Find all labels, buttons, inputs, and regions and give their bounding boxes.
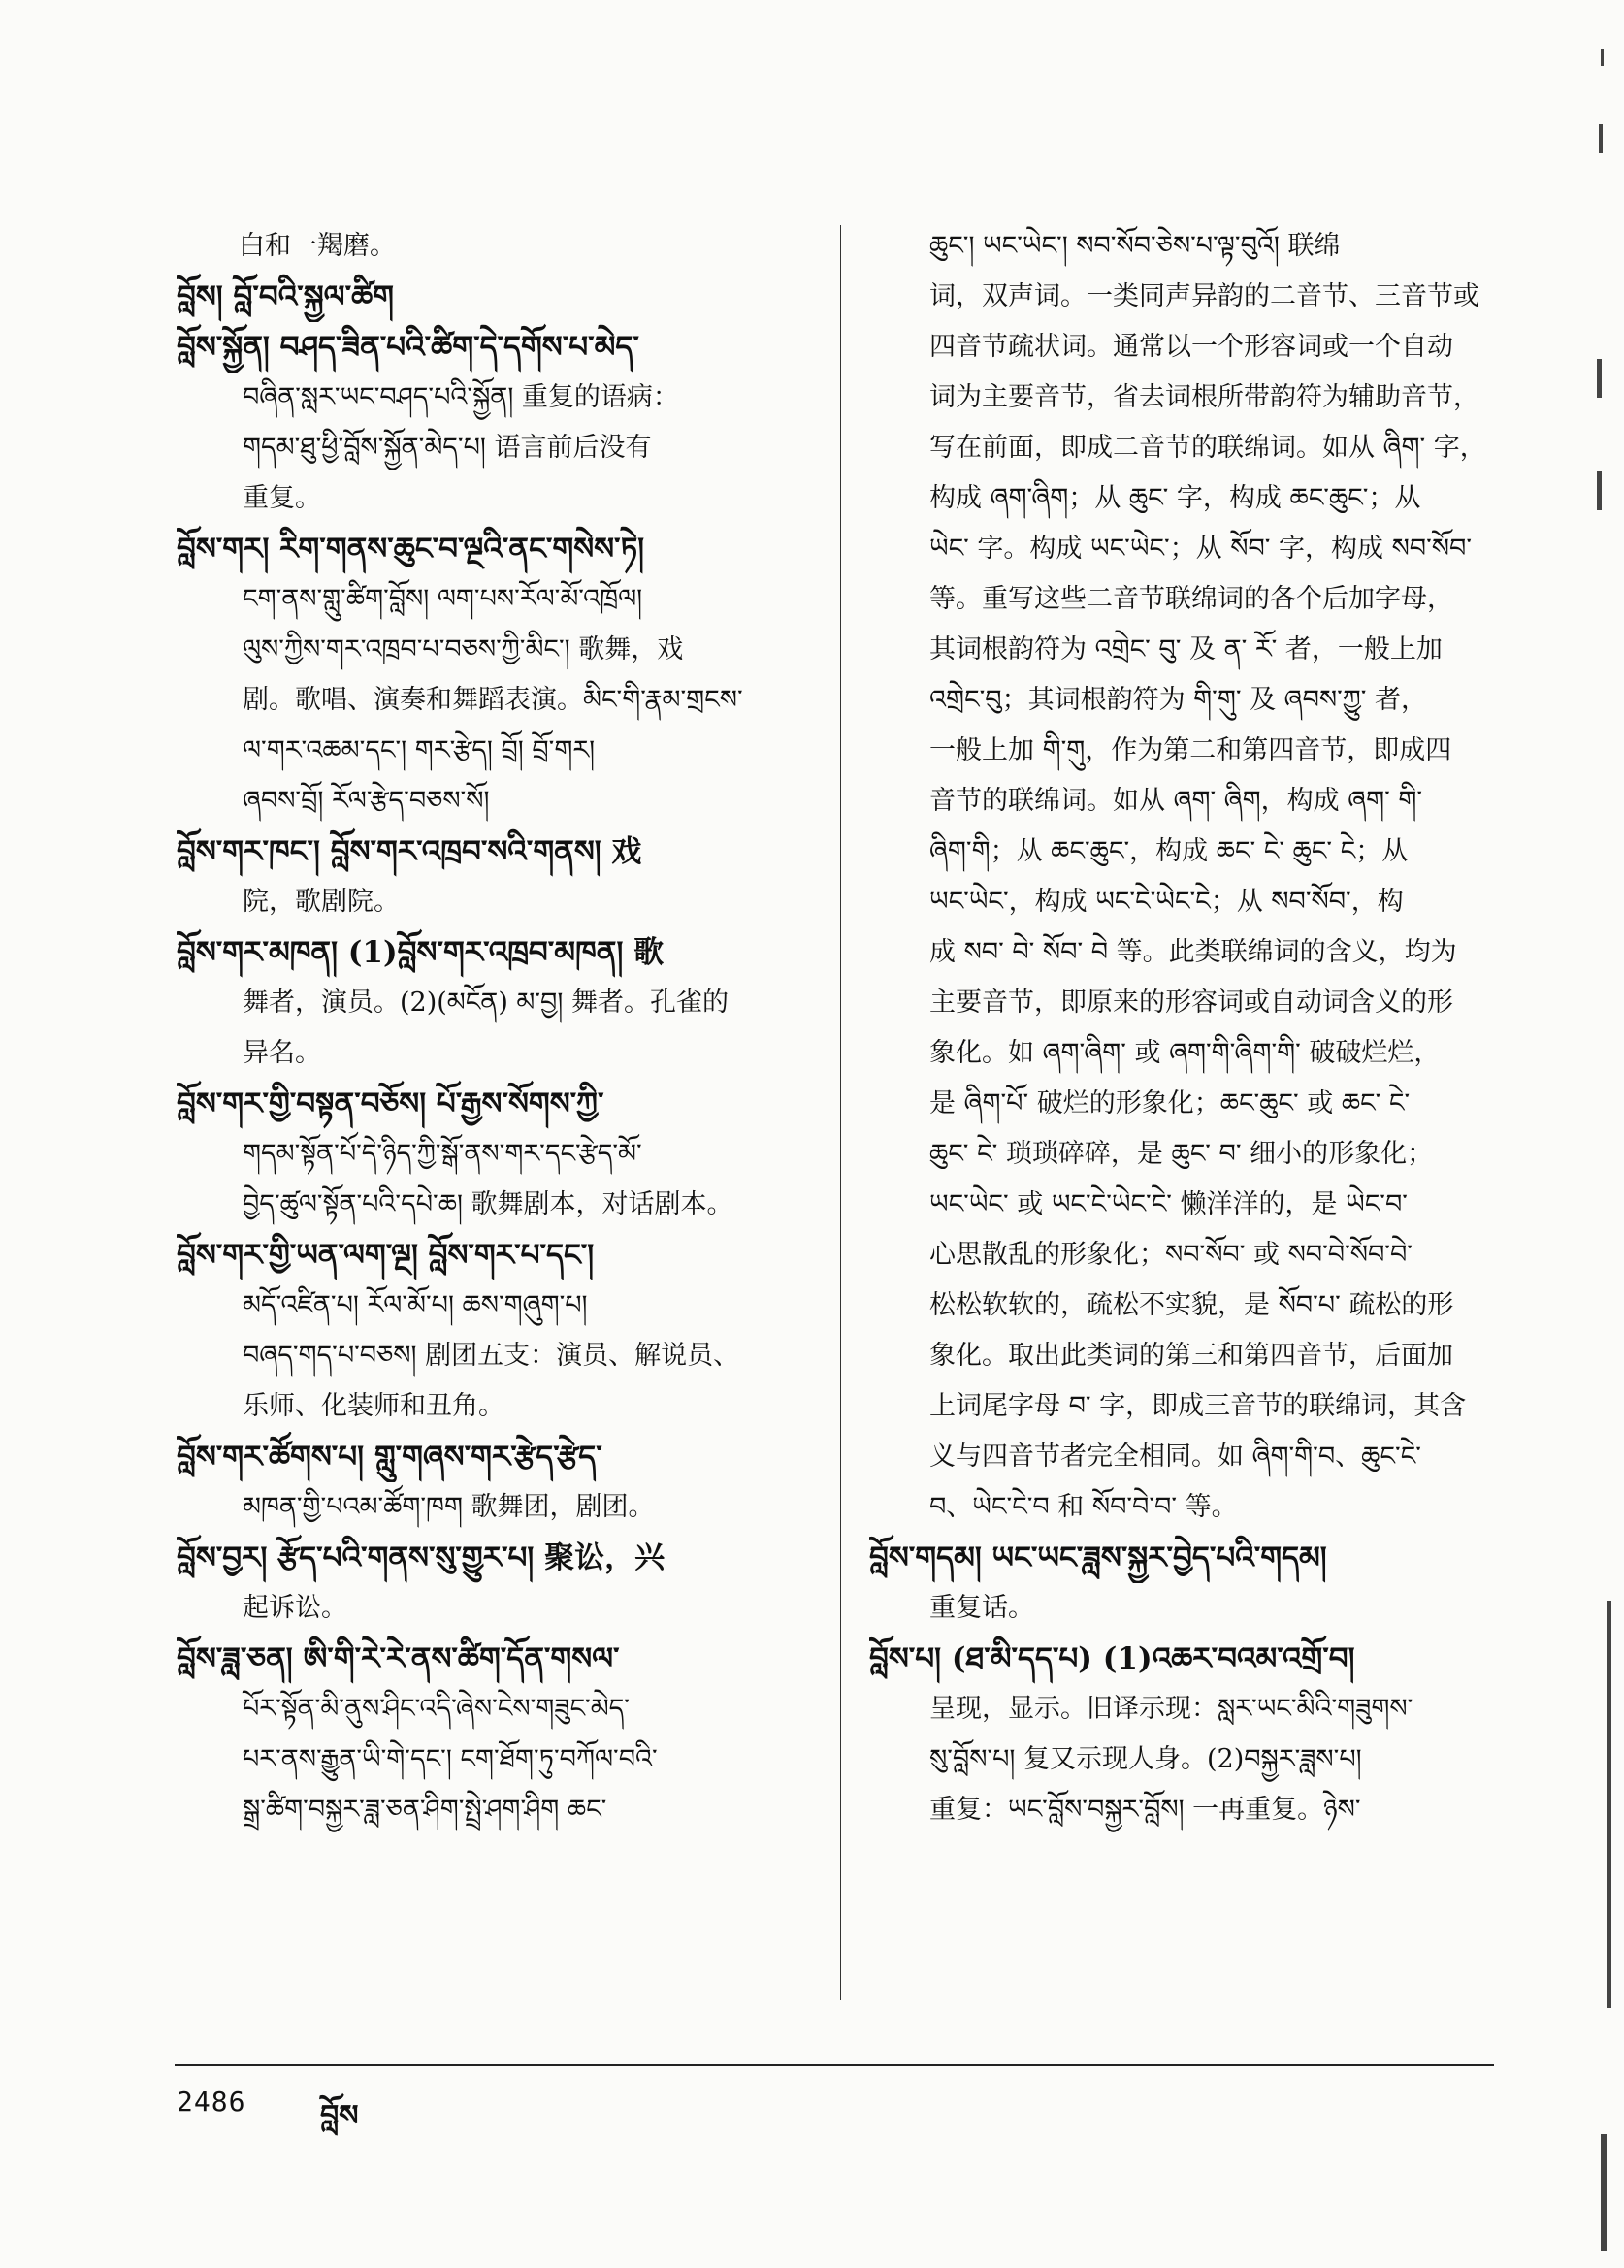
entry-text-line: ཡང་ཡེང་ 或 ཡང་ངེ་ཡེང་ངེ་ 懒洋洋的，是 ཡེང་བ་: [929, 1189, 1408, 1219]
entry-text-line: ཆུང་། ཡང་ཡེང་། སབ་སོབ་ཅེས་པ་ལྟ་བུའོ། 联绵: [929, 231, 1341, 261]
dictionary-entry: [177, 1079, 809, 1230]
left-column: [177, 221, 809, 1835]
entry-headline: བློས་གར་གྱི་ཡན་ལག་ལྔ། བློས་གར་པ་དང་།: [177, 1238, 595, 1273]
entry-headline: བློས་གར་མཁན། (1)བློས་གར་འཁྲབ་མཁན། 歌: [177, 935, 665, 970]
entry-headline: བློས་གར་གྱི་བསྟན་བཅོས། པོ་རྒྱས་སོགས་ཀྱི་: [177, 1086, 604, 1121]
dictionary-entry: [177, 826, 809, 927]
dictionary-entry: [177, 1432, 809, 1533]
entry-text-line: 心思散乱的形象化；སབ་སོབ་ 或 སབ་བེ་སོབ་བེ་: [929, 1240, 1413, 1270]
entry-text-line: བཞིན་སླར་ཡང་བཤད་པའི་སྐྱོན། 重复的语病：: [243, 382, 679, 412]
entry-text-line: 四音节疏状词。通常以一个形容词或一个自动: [929, 332, 1453, 362]
entry-text-line: ངག་ནས་གླུ་ཚིག་བློས། ལག་པས་རོལ་མོ་འཁྲོལ།: [243, 584, 643, 614]
entry-headline: 白和一羯磨。: [239, 231, 396, 261]
scan-edge-mark: [1597, 471, 1602, 510]
entry-text-line: 呈现，显示。旧译示现：སླར་ཡང་མིའི་གཟུགས་: [929, 1694, 1413, 1724]
entry-text-line: 等。重写这些二音节联绵词的各个后加字母，: [929, 584, 1453, 614]
scan-edge-mark: [1597, 359, 1602, 398]
entry-text-line: 主要音节，即原来的形容词或自动词含义的形: [929, 988, 1453, 1018]
dictionary-entry: [177, 927, 809, 1079]
entry-text-line: ཆུང་ ངེ་ 琐琐碎碎，是 ཆུང་ བ་ 细小的形象化；: [929, 1139, 1434, 1169]
entry-text-line: གདམ་ཐུ་ཕྱི་བློས་སྐྱོན་མེད་པ། 语言前后没有: [243, 433, 652, 463]
entry-headline: བློས་གདམ། ཡང་ཡང་ཟླས་སྐྱར་བྱེད་པའི་གདམ།: [869, 1540, 1327, 1575]
scan-edge-mark: [1601, 49, 1604, 66]
entry-headline: བློས། བློ་བའི་སྐྱལ་ཚིག: [177, 279, 394, 314]
entry-text-line: པར་ནས་རྒྱུན་ཡི་གེ་དང་། ངག་ཐོག་ཏུ་བཀོལ་བའི་: [243, 1744, 658, 1774]
entry-text-line: 乐师、化装师和丑角。: [243, 1391, 504, 1421]
running-head: བློས: [320, 2099, 359, 2133]
entry-text-line: ཞིག་གི；从 ཆང་ཆུང་，构成 ཆང་ ངེ་ ཆུང་ ངེ；从: [929, 836, 1409, 866]
entry-text-line: ལ་གར་འཆམ་དང་། གར་རྩེད། བྲོ། བྲོ་གར།: [243, 735, 596, 765]
entry-headline: བློས་ཟླ་ཅན། ཨི་གི་རེ་རེ་ནས་ཚིག་དོན་གསལ་: [177, 1641, 620, 1676]
entry-text-line: 起诉讼。: [243, 1593, 347, 1623]
entry-text-line: བ、ཡེང་ངེ་བ 和 སོབ་བེ་བ་ 等。: [929, 1492, 1238, 1522]
entry-text-line: 义与四音节者完全相同。如 ཞིག་གི་བ、ཆུང་ངེ་: [929, 1442, 1421, 1472]
entry-text-line: 上词尾字母 བ་ 字，即成三音节的联绵词，其含: [929, 1391, 1467, 1421]
entry-text-line: བྱེད་ཚུལ་སྟོན་པའི་དཔེ་ཆ། 歌舞剧本，对话剧本。: [243, 1189, 733, 1219]
entry-text-line: 象化。取出此类词的第三和第四音节，后面加: [929, 1341, 1453, 1371]
dictionary-entry: [177, 322, 809, 524]
dictionary-entry: [869, 221, 1511, 1533]
entry-text-line: 舞者，演员。(2)(མངོན) མ་བྱ། 舞者。孔雀的: [243, 988, 729, 1018]
entry-text-line: 象化。如 ཞག་ཞིག་ 或 ཞག་གི་ཞིག་གི་ 破破烂烂，: [929, 1038, 1441, 1068]
entry-text-line: 重复话。: [929, 1593, 1034, 1623]
entry-text-line: ཡང་ཡེང་，构成 ཡང་ངེ་ཡེང་ངེ；从 སབ་སོབ་，构: [929, 887, 1404, 917]
dictionary-entry: [177, 272, 809, 322]
entry-text-line: པོར་སྟོན་མི་ནུས་ཤིང་འདི་ཞེས་ངེས་གཟུང་མེད་: [243, 1694, 630, 1724]
entry-headline: བློས་པ། (ཐ་མི་དད་པ) (1)འཆར་བའམ་འགྲོ་བ།: [869, 1641, 1355, 1676]
dictionary-entry: [177, 221, 809, 272]
scan-edge-mark: [1607, 1601, 1611, 2008]
entry-text-line: 音节的联绵词。如从 ཞག་ ཞིག，构成 ཞག་ གི་: [929, 786, 1423, 816]
column-divider: [840, 225, 841, 2000]
entry-text-line: 院，歌剧院。: [243, 887, 400, 917]
entry-text-line: འགྲེང་བུ；其词根韵符为 གི་གུ་ 及 ཞབས་ཀྱུ་ 者，: [929, 685, 1428, 715]
entry-text-line: 重复。: [243, 483, 321, 513]
entry-headline: བློས་གར་ཚོགས་པ། གླུ་གཞས་གར་རྩེད་རྩེད་: [177, 1440, 602, 1474]
dictionary-entry: [177, 1634, 809, 1835]
entry-text-line: 成 སབ་ བེ་ སོབ་ བེ 等。此类联绵词的含义，均为: [929, 937, 1457, 967]
entry-text-line: 重复：ཡང་བློས་བསྐྱར་བློས། 一再重复。ཉེས་: [929, 1795, 1361, 1825]
entry-text-line: ཡེང་ 字。构成 ཡང་ཡེང་；从 སོབ་ 字，构成 སབ་སོབ་: [929, 534, 1472, 564]
entry-text-line: 词，双声词。一类同声异韵的二音节、三音节或: [929, 281, 1479, 311]
dictionary-entry: [869, 1533, 1511, 1634]
right-column: [869, 221, 1511, 1835]
entry-text-line: སྒྲ་ཚིག་བསྐྱར་ཟླ་ཅན་ཤིག་སྤྲེ་ཤག་ཤིག ཆང་: [243, 1795, 607, 1825]
dictionary-entry: [177, 1230, 809, 1432]
entry-text-line: 剧。歌唱、演奏和舞蹈表演。མིང་གི་རྣམ་གྲངས་: [243, 685, 743, 715]
entry-text-line: སུ་བློས་པ། 复又示现人身。(2)བསྐྱར་ཟླས་པ།: [929, 1744, 1362, 1774]
entry-text-line: 词为主要音节，省去词根所带韵符为辅助音节，: [929, 382, 1479, 412]
entry-text-line: གདམ་སྟོན་པོ་དེ་ཉིད་ཀྱི་སྒོ་ནས་གར་དང་རྩེད་མོ་: [243, 1139, 642, 1169]
entry-text-line: 异名。: [243, 1038, 321, 1068]
entry-text-line: 写在前面，即成二音节的联绵词。如从 ཞིག་ 字，: [929, 433, 1486, 463]
entry-text-line: 是 ཞིག་པོ་ 破烂的形象化；ཆང་ཆུང་ 或 ཆང་ ངེ་: [929, 1088, 1411, 1118]
entry-headline: བློས་བྱར། རྩོད་པའི་གནས་སུ་གྱུར་པ། 聚讼，兴: [177, 1540, 666, 1575]
entry-text-line: 一般上加 གི་གུ，作为第二和第四音节，即成四: [929, 735, 1452, 765]
entry-text-line: མདོ་འཛིན་པ། རོལ་མོ་པ། ཆས་གཞུག་པ།: [243, 1290, 588, 1320]
entry-headline: བློས་གར་ཁང་། བློས་གར་འཁྲབ་སའི་གནས། 戏: [177, 834, 642, 869]
dictionary-entry: [177, 1533, 809, 1634]
entry-text-line: ཞབས་བྲོ། རོལ་རྩེད་བཅས་སོ།: [243, 786, 490, 816]
entry-text-line: མཁན་གྱི་པའམ་ཚོག་ཁག 歌舞团，剧团。: [243, 1492, 655, 1522]
entry-text-line: ལུས་ཀྱིས་གར་འཁྲབ་པ་བཅས་ཀྱི་མིང་། 歌舞，戏: [243, 634, 684, 664]
scan-edge-mark: [1601, 2134, 1607, 2251]
entry-headline: བློས་གར། རིག་གནས་ཆུང་བ་ལྔའི་ནང་གསེས་ཏེ།: [177, 532, 645, 567]
dictionary-entry: [177, 524, 809, 826]
page-number: 2486: [177, 2086, 246, 2118]
entry-text-line: 其词根韵符为 འགྲེང་ བུ་ 及 ན་ རོ་ 者，一般上加: [929, 634, 1443, 664]
dictionary-entry: [869, 1634, 1511, 1835]
entry-text-line: བཞད་གད་པ་བཅས། 剧团五支：演员、解说员、: [243, 1341, 740, 1371]
footer-rule: [175, 2064, 1494, 2066]
entry-text-line: 松松软软的，疏松不实貌，是 སོབ་པ་ 疏松的形: [929, 1290, 1454, 1320]
entry-text-line: 构成 ཞག་ཞིག；从 ཆུང་ 字，构成 ཆང་ཆུང་；从: [929, 483, 1421, 513]
scan-edge-mark: [1599, 124, 1603, 153]
entry-headline: བློས་སྐྱོན། བཤད་ཟིན་པའི་ཚིག་དེ་དགོས་པ་མེད་: [177, 330, 639, 365]
